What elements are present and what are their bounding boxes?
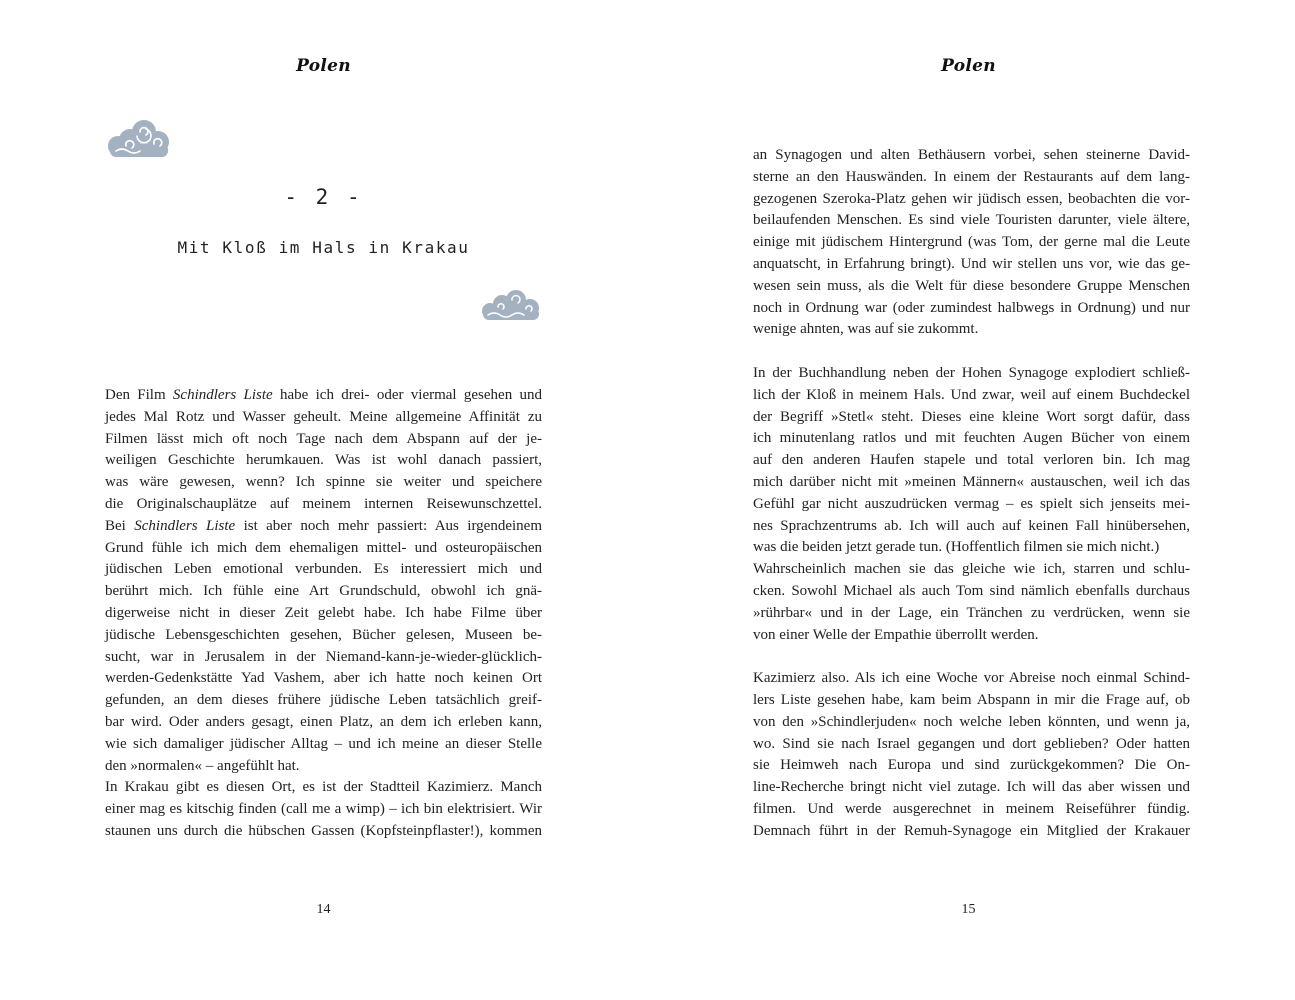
text-line: sucht, war in Jerusalem in der Niemand-kann-je-wieder-glücklich- <box>105 648 542 665</box>
text-line: staunen uns durch die hübschen Gassen (Kopfsteinpflaster!), kommen <box>105 822 542 839</box>
body-text <box>105 385 542 843</box>
text-line: wo. Sind sie nach Israel gegangen und dort geblieben? Oder hatten <box>753 735 1190 752</box>
text-line: ich minutenlang ratlos und mit feuchten Augen Bücher von einem <box>753 430 1190 447</box>
body-text <box>753 145 1190 843</box>
text-line: nes Sprachzentrums ab. Ich will auch auf keinen Fall hinübersehen, <box>753 517 1190 534</box>
text-line: lich der Kloß in meinem Hals. Und zwar, weil auf einem Buchdeckel <box>753 386 1190 403</box>
text-line: Grund fühle ich mich dem ehemaligen mittel- und osteuropäischen <box>105 539 542 556</box>
italic-title: Schindlers Liste <box>134 517 236 534</box>
text-line: Wahrscheinlich machen sie das gleiche wie ich, starren und schlu- <box>753 561 1190 578</box>
text-line: sie Heimweh nach Europa und sind zurückgekommen? Die On- <box>753 757 1190 774</box>
paragraph-gap <box>753 341 1190 363</box>
text-line: Filmen lässt mich oft noch Tage nach dem Abspann auf der je- <box>105 430 542 447</box>
chapter-number: - 2 - <box>284 185 363 209</box>
text-line: an Synagogen und alten Bethäusern vorbei, sehen steinerne David- <box>753 147 1190 163</box>
text-line: Kazimierz also. Als ich eine Woche vor Abreise noch einmal Schind- <box>753 670 1190 687</box>
text-line: beilaufenden Menschen. Es sind viele Touristen darunter, viele ältere, <box>753 212 1190 229</box>
text-line: von den »Schindlerjuden« noch welche leben könnten, und wenn ja, <box>753 713 1190 730</box>
text-line: von einer Welle der Empathie überrollt werden. <box>753 626 1039 643</box>
page-number: 15 <box>961 902 976 917</box>
text-line: Demnach führt in der Remuh-Synagoge ein Mitglied der Krakauer <box>753 822 1190 839</box>
page-number: 14 <box>316 902 331 917</box>
text-line: den »normalen« – angefühlt hat. <box>105 757 300 774</box>
text-line: einer mag es kitschig finden (call me a wimp) – ich bin elektrisiert. Wir <box>105 801 542 818</box>
text-line: bar wird. Oder anders gesagt, einen Platz, an dem ich erleben kann, <box>105 713 542 730</box>
text-line: jüdischen Leben emotional verbunden. Es interessiert mich und <box>105 561 542 578</box>
text-line: digerweise nicht in dieser Zeit gelebt habe. Ich habe Filme über <box>105 604 542 621</box>
text-line: lers Liste gesehen habe, kam beim Abspann in mir die Frage auf, ob <box>753 691 1190 708</box>
text-line: gezogenen Szeroka-Platz gehen wir jüdisch essen, beobachten die vor- <box>753 190 1190 207</box>
text-line: was die beiden jetzt gerade tun. (Hoffentlich filmen sie mich nicht.) <box>753 539 1160 556</box>
text-line: sterne an den Hauswänden. In einem der Restaurants auf dem lang- <box>753 168 1190 185</box>
text-line: »rührbar« und in der Lage, ein Tränchen zu verdrücken, wenn sie <box>753 604 1190 621</box>
text-line: die Originalschauplätze auf meinem internen Reisewunschzettel. <box>105 495 542 512</box>
text-line: In der Buchhandlung neben der Hohen Synagoge explodiert schließ- <box>753 364 1190 381</box>
running-head: Polen <box>296 56 351 76</box>
text-line: filmen. Und werde ausgerechnet in meinem Reiseführer fündig. <box>753 800 1190 817</box>
text-line: werden-Gedenkstätte Yad Vashem, aber ich hatte noch keinen Ort <box>105 670 542 687</box>
text-line: wie sich damaliger jüdischer Alltag – und ich meine an dieser Stelle <box>105 735 542 752</box>
chapter-title: Mit Kloß im Hals in Krakau <box>177 238 470 257</box>
text-line: gefunden, an dem dieses frühere jüdische Leben tatsächlich greif- <box>105 692 542 709</box>
text-line: auf den anderen Haufen stapele und total verloren bin. Ich mag <box>753 452 1190 469</box>
italic-title: Schindlers Liste <box>172 387 273 403</box>
left-page <box>0 0 647 1000</box>
text-line: noch in Ordnung war (oder zumindest halbwegs in Ordnung) und nur <box>753 299 1190 316</box>
text-line: jüdische Lebensgeschichten gesehen, Bücher gelesen, Museen be- <box>105 626 542 643</box>
text-line: berührt mich. Ich fühle eine Art Grundschuld, obwohl ich gnä- <box>105 583 542 600</box>
text-line: wenige ahnten, was auf sie zukommt. <box>753 321 979 338</box>
text-line: Bei Schindlers Liste ist aber noch mehr passiert: Aus irgendeinem <box>105 517 542 534</box>
text-line: der Begriff »Stetl« steht. Dieses eine kleine Wort sorgt dafür, dass <box>753 408 1190 425</box>
text-line: Gefühl gar nicht auszudrücken vermag – es spielt sich jenseits mei- <box>753 495 1190 512</box>
text-line: jedes Mal Rotz und Wasser geheult. Meine allgemeine Affinität zu <box>105 408 542 425</box>
running-head: Polen <box>941 56 996 76</box>
text-line: cken. Sowohl Michael als auch Tom sind nämlich ebenfalls durchaus <box>753 582 1190 599</box>
right-page <box>648 0 1295 1000</box>
text-line: anquatscht, in Erfahrung bringt). Und wir stellen uns vor, wie das ge- <box>753 255 1190 272</box>
text-line: was wäre gewesen, wenn? Ich spinne sie weiter und speichere <box>105 474 542 491</box>
text-line: mich darüber nicht mit »meinen Männern« austauschen, weil ich das <box>753 473 1190 490</box>
cloud-ornament-small-icon <box>478 289 544 323</box>
paragraph-gap <box>753 646 1190 668</box>
text-line: Den Film Schindlers Liste habe ich drei- oder viermal gesehen und <box>105 387 542 403</box>
cloud-ornament-icon <box>104 118 172 160</box>
text-line: weiligen Geschichte herumkauen. Was ist wohl danach passiert, <box>105 452 542 469</box>
text-line: einige mit jüdischem Hintergrund (was Tom, der gerne mal die Leute <box>753 234 1190 251</box>
text-line: wesen sein muss, als die Welt für diese besondere Gruppe Menschen <box>753 277 1190 294</box>
text-line: In Krakau gibt es diesen Ort, es ist der Stadtteil Kazimierz. Manch <box>105 779 542 796</box>
text-line: line-Recherche bringt nicht viel zutage. Ich will das aber wissen und <box>753 779 1190 796</box>
